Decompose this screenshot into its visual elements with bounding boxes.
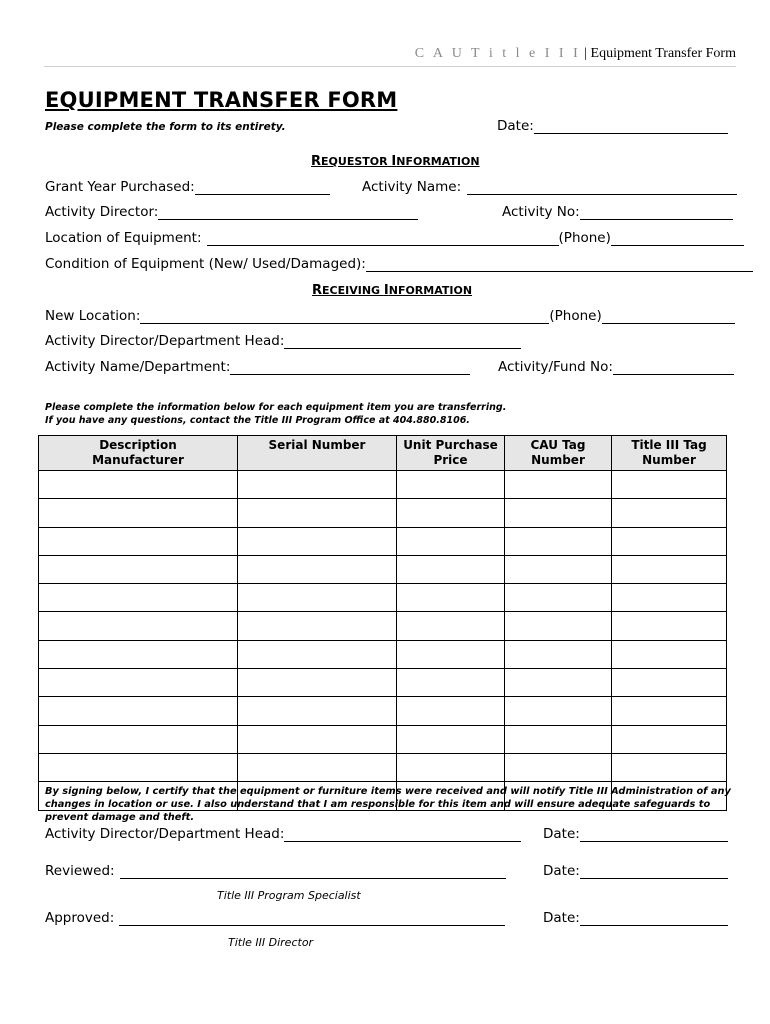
condition-blank[interactable] — [366, 257, 753, 272]
table-cell[interactable] — [238, 527, 397, 555]
table-row — [39, 527, 727, 555]
activity-no-field[interactable] — [502, 204, 733, 220]
instructions-line-2: If you have any questions, contact the Title III Program Office at 404.880.8106. — [45, 415, 470, 426]
table-cell[interactable] — [397, 527, 505, 555]
new-location-field[interactable] — [45, 308, 735, 324]
fund-no-blank[interactable] — [613, 360, 734, 375]
new-location-label: New Location: — [45, 308, 141, 324]
signature-director-field[interactable] — [45, 826, 521, 842]
form-date-label: Date: — [497, 118, 534, 134]
condition-label: Condition of Equipment (New/ Used/Damaged): — [45, 256, 366, 272]
grant-year-blank[interactable] — [195, 180, 330, 195]
table-cell[interactable] — [505, 499, 612, 527]
table-body — [39, 471, 727, 811]
table-cell[interactable] — [39, 471, 238, 499]
reviewed-field[interactable] — [45, 863, 506, 879]
activity-director-field[interactable] — [45, 204, 418, 220]
grant-year-label: Grant Year Purchased: — [45, 179, 195, 195]
table-cell[interactable] — [238, 725, 397, 753]
col-header-unit-price: Unit Purchase Price — [397, 436, 505, 471]
table-instructions — [45, 401, 506, 427]
table-row — [39, 499, 727, 527]
receiving-heading: RECEIVING INFORMATION — [312, 283, 473, 298]
col-header-cau-tag: CAU Tag Number — [505, 436, 612, 471]
table-cell[interactable] — [39, 584, 238, 612]
approved-date-blank[interactable] — [580, 911, 728, 926]
header-doc-name: Equipment Transfer Form — [590, 46, 736, 61]
approved-date-label: Date: — [543, 910, 580, 926]
equipment-table — [38, 435, 727, 811]
instructions-line-1: Please complete the information below for each equipment item you are transferring. — [45, 402, 507, 413]
approved-label: Approved: — [45, 910, 115, 926]
table-cell[interactable] — [505, 669, 612, 697]
page-subtitle: Please complete the form to its entirety. — [45, 121, 286, 133]
reviewed-date-field[interactable] — [543, 863, 728, 879]
col-header-title3-tag: Title III Tag Number — [612, 436, 727, 471]
condition-field[interactable] — [45, 256, 753, 272]
col-header-serial: Serial Number — [238, 436, 397, 471]
table-cell[interactable] — [39, 669, 238, 697]
activity-dept-label: Activity Name/Department: — [45, 359, 231, 375]
activity-name-field[interactable] — [362, 179, 737, 195]
table-cell[interactable] — [397, 584, 505, 612]
table-cell[interactable] — [238, 612, 397, 640]
table-cell[interactable] — [39, 555, 238, 583]
table-cell[interactable] — [505, 612, 612, 640]
table-cell[interactable] — [39, 612, 238, 640]
signature-director-blank[interactable] — [284, 827, 521, 842]
header-brand: C A U T i t l e I I I — [414, 46, 581, 61]
table-cell[interactable] — [397, 669, 505, 697]
receiving-director-label: Activity Director/Department Head: — [45, 333, 285, 349]
location-blank[interactable] — [207, 231, 559, 246]
table-cell[interactable] — [39, 527, 238, 555]
table-row — [39, 669, 727, 697]
table-cell[interactable] — [612, 499, 727, 527]
form-date-blank[interactable] — [534, 119, 728, 134]
table-cell[interactable] — [39, 725, 238, 753]
table-row — [39, 640, 727, 668]
table-row — [39, 471, 727, 499]
table-cell[interactable] — [238, 471, 397, 499]
activity-dept-field[interactable] — [45, 359, 470, 375]
table-cell[interactable] — [612, 725, 727, 753]
activity-no-blank[interactable] — [580, 205, 733, 220]
table-cell[interactable] — [505, 640, 612, 668]
fund-no-field[interactable] — [498, 359, 734, 375]
table-cell[interactable] — [505, 584, 612, 612]
location-phone-blank[interactable] — [611, 231, 744, 246]
table-cell[interactable] — [397, 555, 505, 583]
table-cell[interactable] — [238, 640, 397, 668]
table-cell[interactable] — [612, 669, 727, 697]
table-cell[interactable] — [505, 697, 612, 725]
table-header-row — [39, 436, 727, 471]
location-field[interactable] — [45, 230, 744, 246]
form-date-field[interactable] — [497, 118, 728, 134]
table-cell[interactable] — [397, 725, 505, 753]
table-row — [39, 697, 727, 725]
activity-no-label: Activity No: — [502, 204, 580, 220]
signature-director-date-field[interactable] — [543, 826, 728, 842]
header-divider — [44, 66, 736, 67]
activity-name-blank[interactable] — [467, 180, 737, 195]
activity-director-label: Activity Director: — [45, 204, 159, 220]
requestor-heading: REQUESTOR INFORMATION — [311, 154, 480, 169]
table-cell[interactable] — [612, 471, 727, 499]
activity-dept-blank[interactable] — [230, 360, 470, 375]
table-cell[interactable] — [612, 584, 727, 612]
table-cell[interactable] — [39, 499, 238, 527]
reviewed-date-blank[interactable] — [580, 864, 728, 879]
table-cell[interactable] — [397, 753, 505, 781]
approved-field[interactable] — [45, 910, 505, 926]
activity-director-blank[interactable] — [158, 205, 418, 220]
receiving-director-field[interactable] — [45, 333, 521, 349]
reviewed-blank[interactable] — [120, 864, 506, 879]
table-cell[interactable] — [238, 555, 397, 583]
table-cell[interactable] — [505, 471, 612, 499]
table-cell[interactable] — [612, 753, 727, 781]
table-cell[interactable] — [612, 612, 727, 640]
certification-statement: By signing below, I certify that the equipment or furniture items were received and will notify Title III Administration of any changes in location or use. I also understand that I am responsible for this item and will ensure adequate safeguards to prevent damage and theft. — [45, 786, 731, 823]
table-cell[interactable] — [505, 527, 612, 555]
table-cell[interactable] — [505, 753, 612, 781]
table-cell[interactable] — [612, 640, 727, 668]
activity-name-label: Activity Name: — [362, 179, 462, 195]
header-separator: | — [584, 46, 588, 61]
receiving-director-blank[interactable] — [284, 334, 521, 349]
new-location-phone-blank[interactable] — [602, 309, 735, 324]
table-cell[interactable] — [505, 725, 612, 753]
table-cell[interactable] — [505, 555, 612, 583]
signature-director-date-blank[interactable] — [580, 827, 728, 842]
table-row — [39, 725, 727, 753]
table-cell[interactable] — [612, 555, 727, 583]
table-cell[interactable] — [39, 697, 238, 725]
table-cell[interactable] — [238, 753, 397, 781]
grant-year-field[interactable] — [45, 179, 330, 195]
table-cell[interactable] — [39, 640, 238, 668]
document-header — [415, 46, 736, 62]
location-label: Location of Equipment: — [45, 230, 202, 246]
location-phone-label: (Phone) — [558, 230, 611, 246]
signature-director-date-label: Date: — [543, 826, 580, 842]
signature-director-label: Activity Director/Department Head: — [45, 826, 285, 842]
new-location-blank[interactable] — [140, 309, 549, 324]
table-cell[interactable] — [397, 499, 505, 527]
table-cell[interactable] — [397, 697, 505, 725]
table-cell[interactable] — [397, 471, 505, 499]
table-row — [39, 753, 727, 781]
table-cell[interactable] — [238, 669, 397, 697]
table-cell[interactable] — [238, 499, 397, 527]
approved-blank[interactable] — [119, 911, 505, 926]
reviewed-date-label: Date: — [543, 863, 580, 879]
table-row — [39, 555, 727, 583]
col-header-description: Description Manufacturer — [39, 436, 238, 471]
table-row — [39, 612, 727, 640]
table-cell[interactable] — [238, 697, 397, 725]
approved-caption: Title III Director — [228, 936, 314, 949]
table-cell[interactable] — [238, 584, 397, 612]
page-title: EQUIPMENT TRANSFER FORM — [45, 88, 398, 112]
new-location-phone-label: (Phone) — [549, 308, 602, 324]
table-cell[interactable] — [39, 753, 238, 781]
approved-date-field[interactable] — [543, 910, 728, 926]
reviewed-caption: Title III Program Specialist — [217, 889, 361, 902]
table-cell[interactable] — [397, 612, 505, 640]
table-cell[interactable] — [612, 527, 727, 555]
table-cell[interactable] — [397, 640, 505, 668]
fund-no-label: Activity/Fund No: — [498, 359, 613, 375]
table-cell[interactable] — [612, 697, 727, 725]
reviewed-label: Reviewed: — [45, 863, 115, 879]
table-row — [39, 584, 727, 612]
